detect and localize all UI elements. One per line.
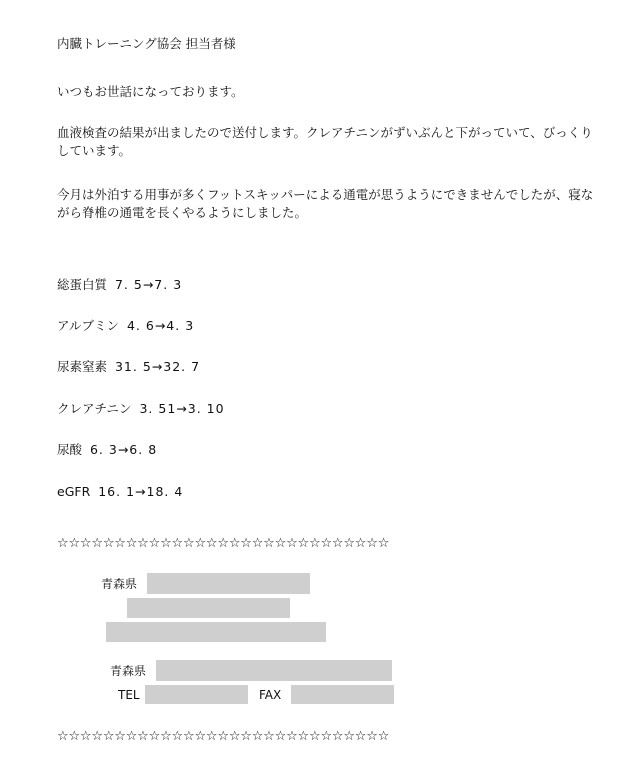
- redacted-address-line-3: [106, 622, 326, 642]
- result-label: 尿素窒素: [57, 359, 108, 374]
- result-value: 3. 51→3. 10: [139, 401, 225, 416]
- result-label: アルブミン: [57, 318, 120, 333]
- result-label: eGFR: [57, 484, 91, 499]
- result-label: 総蛋白質: [57, 277, 108, 292]
- fax-label: FAX: [259, 688, 282, 702]
- result-value: 6. 3→6. 8: [89, 442, 158, 457]
- address2-prefix: 青森県: [110, 664, 147, 678]
- tel-label: TEL: [118, 688, 140, 702]
- result-urea-nitrogen: [57, 358, 200, 376]
- paragraph-results-sent: 血液検査の結果が出ましたので送付します。クレアチニンがずいぶんと下がっていて、びっくりしています。: [57, 125, 593, 158]
- result-uric-acid: [57, 441, 157, 459]
- result-egfr: [57, 483, 183, 501]
- greeting: いつもお世話になっております。: [57, 84, 244, 99]
- salutation: 内臓トレーニング協会 担当者様: [57, 36, 236, 51]
- result-value: 4. 6→4. 3: [126, 318, 195, 333]
- result-label: クレアチニン: [57, 401, 132, 416]
- result-total-protein: [57, 276, 182, 294]
- redacted-address-line-1: [147, 573, 310, 594]
- result-value: 31. 5→32. 7: [114, 359, 201, 374]
- result-creatinine: [57, 400, 225, 418]
- redacted-address-line-4: [156, 660, 392, 681]
- signature-separator-bottom: ☆☆☆☆☆☆☆☆☆☆☆☆☆☆☆☆☆☆☆☆☆☆☆☆☆☆☆☆☆: [57, 729, 390, 744]
- result-value: 16. 1→18. 4: [98, 484, 184, 499]
- paragraph-treatment-note: 今月は外泊する用事が多くフットスキッパーによる通電が思うようにできませんでしたが、寝ながら脊椎の通電を長くやるようにしました。: [57, 187, 594, 220]
- redacted-fax-number: [291, 685, 394, 704]
- result-value: 7. 5→7. 3: [114, 277, 183, 292]
- result-albumin: [57, 317, 194, 335]
- result-label: 尿酸: [57, 442, 83, 457]
- redacted-tel-number: [145, 685, 248, 704]
- address1-prefix: 青森県: [101, 577, 138, 591]
- redacted-address-line-2: [127, 598, 290, 618]
- signature-separator-top: ☆☆☆☆☆☆☆☆☆☆☆☆☆☆☆☆☆☆☆☆☆☆☆☆☆☆☆☆☆: [57, 536, 390, 551]
